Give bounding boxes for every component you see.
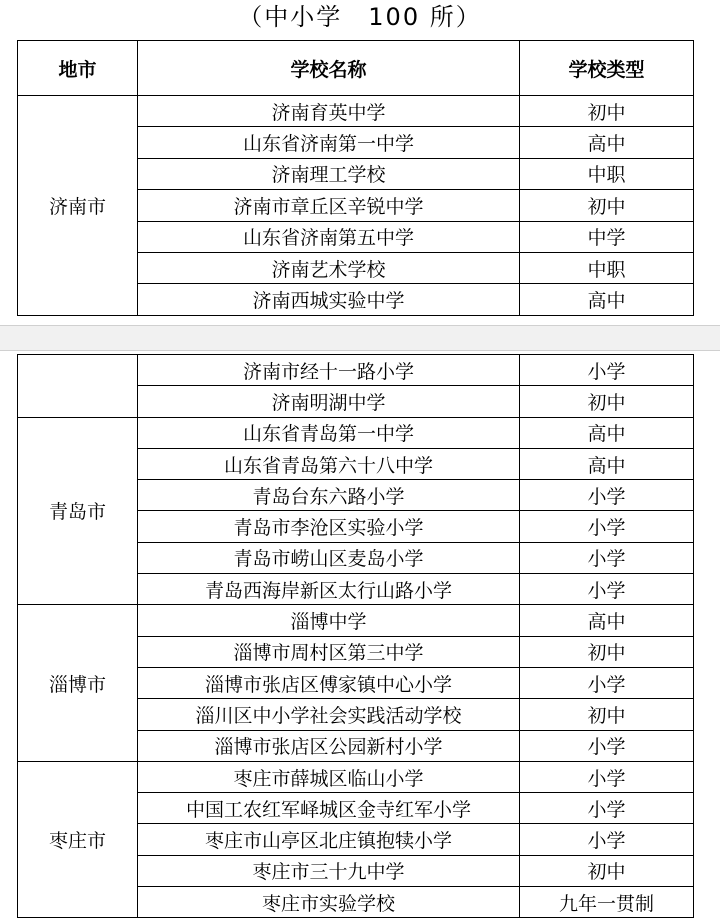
school-table-page-2 xyxy=(17,354,694,918)
table-row xyxy=(18,761,694,792)
city-cell: 济南市 xyxy=(18,96,138,316)
type-cell: 初中 xyxy=(520,855,694,886)
type-cell: 高中 xyxy=(520,605,694,636)
school-cell: 济南市章丘区辛锐中学 xyxy=(138,190,520,221)
school-cell: 枣庄市山亭区北庄镇抱犊小学 xyxy=(138,824,520,855)
city-cell: 枣庄市 xyxy=(18,761,138,917)
type-cell: 中学 xyxy=(520,221,694,252)
type-cell: 初中 xyxy=(520,699,694,730)
type-cell: 初中 xyxy=(520,636,694,667)
type-cell: 小学 xyxy=(520,511,694,542)
type-cell: 小学 xyxy=(520,355,694,386)
city-cell: 淄博市 xyxy=(18,605,138,761)
type-cell: 初中 xyxy=(520,386,694,417)
school-cell: 济南育英中学 xyxy=(138,96,520,127)
type-cell: 小学 xyxy=(520,480,694,511)
school-cell: 青岛西海岸新区太行山路小学 xyxy=(138,574,520,605)
city-cell xyxy=(18,355,138,418)
table-row xyxy=(18,605,694,636)
header-school: 学校名称 xyxy=(138,41,520,96)
school-cell: 济南市经十一路小学 xyxy=(138,355,520,386)
school-cell: 淄博市张店区傅家镇中心小学 xyxy=(138,667,520,698)
school-cell: 中国工农红军峄城区金寺红军小学 xyxy=(138,793,520,824)
type-cell: 小学 xyxy=(520,824,694,855)
school-cell: 枣庄市薛城区临山小学 xyxy=(138,761,520,792)
type-cell: 小学 xyxy=(520,793,694,824)
type-cell: 中职 xyxy=(520,252,694,283)
school-cell: 济南明湖中学 xyxy=(138,386,520,417)
school-cell: 青岛市李沧区实验小学 xyxy=(138,511,520,542)
school-cell: 淄川区中小学社会实践活动学校 xyxy=(138,699,520,730)
document-title: （中小学 100 所） xyxy=(238,3,482,31)
city-cell: 青岛市 xyxy=(18,417,138,605)
table-row xyxy=(18,355,694,386)
school-cell: 济南艺术学校 xyxy=(138,252,520,283)
type-cell: 初中 xyxy=(520,96,694,127)
page-break xyxy=(0,325,720,351)
school-cell: 枣庄市实验学校 xyxy=(138,887,520,918)
table-header-row xyxy=(18,41,694,96)
type-cell: 小学 xyxy=(520,574,694,605)
school-table-page-1 xyxy=(17,40,694,316)
school-cell: 青岛台东六路小学 xyxy=(138,480,520,511)
table-row xyxy=(18,417,694,448)
type-cell: 小学 xyxy=(520,761,694,792)
type-cell: 小学 xyxy=(520,730,694,761)
header-city: 地市 xyxy=(18,41,138,96)
type-cell: 高中 xyxy=(520,284,694,315)
school-cell: 淄博中学 xyxy=(138,605,520,636)
header-type: 学校类型 xyxy=(520,41,694,96)
type-cell: 初中 xyxy=(520,190,694,221)
school-cell: 淄博市周村区第三中学 xyxy=(138,636,520,667)
school-cell: 山东省青岛第六十八中学 xyxy=(138,448,520,479)
type-cell: 高中 xyxy=(520,448,694,479)
school-cell: 山东省济南第五中学 xyxy=(138,221,520,252)
type-cell: 高中 xyxy=(520,417,694,448)
school-cell: 山东省青岛第一中学 xyxy=(138,417,520,448)
school-cell: 淄博市张店区公园新村小学 xyxy=(138,730,520,761)
school-cell: 枣庄市三十九中学 xyxy=(138,855,520,886)
type-cell: 小学 xyxy=(520,542,694,573)
type-cell: 小学 xyxy=(520,667,694,698)
type-cell: 九年一贯制 xyxy=(520,887,694,918)
school-cell: 青岛市崂山区麦岛小学 xyxy=(138,542,520,573)
type-cell: 高中 xyxy=(520,127,694,158)
type-cell: 中职 xyxy=(520,158,694,189)
school-cell: 济南西城实验中学 xyxy=(138,284,520,315)
school-cell: 山东省济南第一中学 xyxy=(138,127,520,158)
school-cell: 济南理工学校 xyxy=(138,158,520,189)
table-row xyxy=(18,96,694,127)
